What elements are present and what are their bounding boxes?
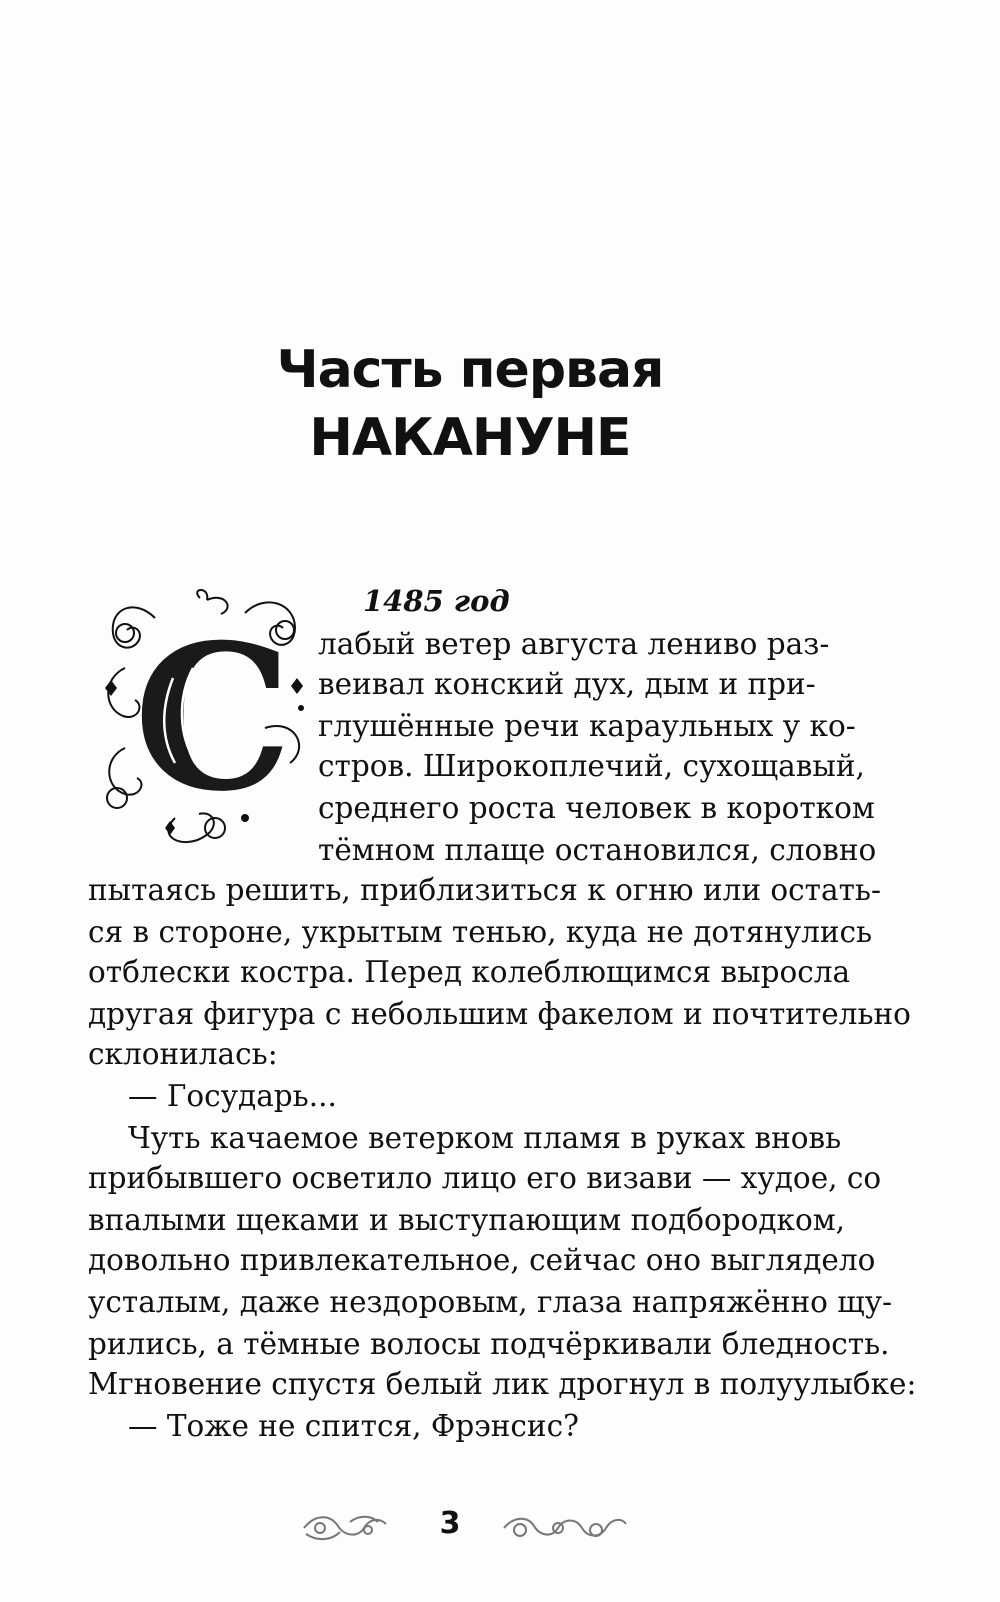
text-line: веивал конский дух, дым и при- <box>318 667 816 701</box>
ornamental-drop-cap <box>95 588 317 850</box>
text-line: лабый ветер августа лениво раз- <box>318 627 830 661</box>
text-line: рились, а тёмные волосы подчёркивали бледность. <box>88 1327 890 1361</box>
left-ornament-icon <box>300 1510 390 1546</box>
text-line: среднего роста человек в коротком <box>318 791 875 825</box>
text-line: тёмном плаще остановился, словно <box>318 833 877 867</box>
text-line: склонилась: <box>88 1037 278 1071</box>
part-title: Часть первая <box>276 340 664 400</box>
year-heading: 1485 год <box>363 584 510 618</box>
chapter-title: НАКАНУНЕ <box>309 408 631 468</box>
text-line: другая фигура с небольшим факелом и почтительно <box>88 997 911 1031</box>
text-line: — Государь... <box>128 1079 337 1113</box>
page-number: 3 <box>439 1506 461 1541</box>
text-line: глушённые речи караульных у ко- <box>318 709 856 743</box>
drop-cap-letter: С <box>133 601 293 836</box>
text-line: ся в стороне, укрытым тенью, куда не дотянулись <box>88 915 873 949</box>
text-line: довольно привлекательное, сейчас оно выглядело <box>88 1243 876 1277</box>
text-line: Чуть качаемое ветерком пламя в руках вновь <box>128 1121 842 1155</box>
text-line: отблески костра. Перед колеблющимся выросла <box>88 955 851 989</box>
text-line: стров. Широкоплечий, сухощавый, <box>318 749 865 783</box>
text-line: усталым, даже нездоровым, глаза напряжённо щу- <box>88 1285 893 1319</box>
text-line: прибывшего осветило лицо его визави — худое, со <box>88 1161 882 1195</box>
right-ornament-icon <box>500 1510 630 1546</box>
text-line: — Тоже не спится, Фрэнсис? <box>128 1409 579 1443</box>
text-line: впалыми щеками и выступающим подбородком, <box>88 1203 846 1237</box>
text-line: Мгновение спустя белый лик дрогнул в полуулыбке: <box>88 1367 917 1401</box>
text-line: пытаясь решить, приблизиться к огню или остать- <box>88 873 881 907</box>
